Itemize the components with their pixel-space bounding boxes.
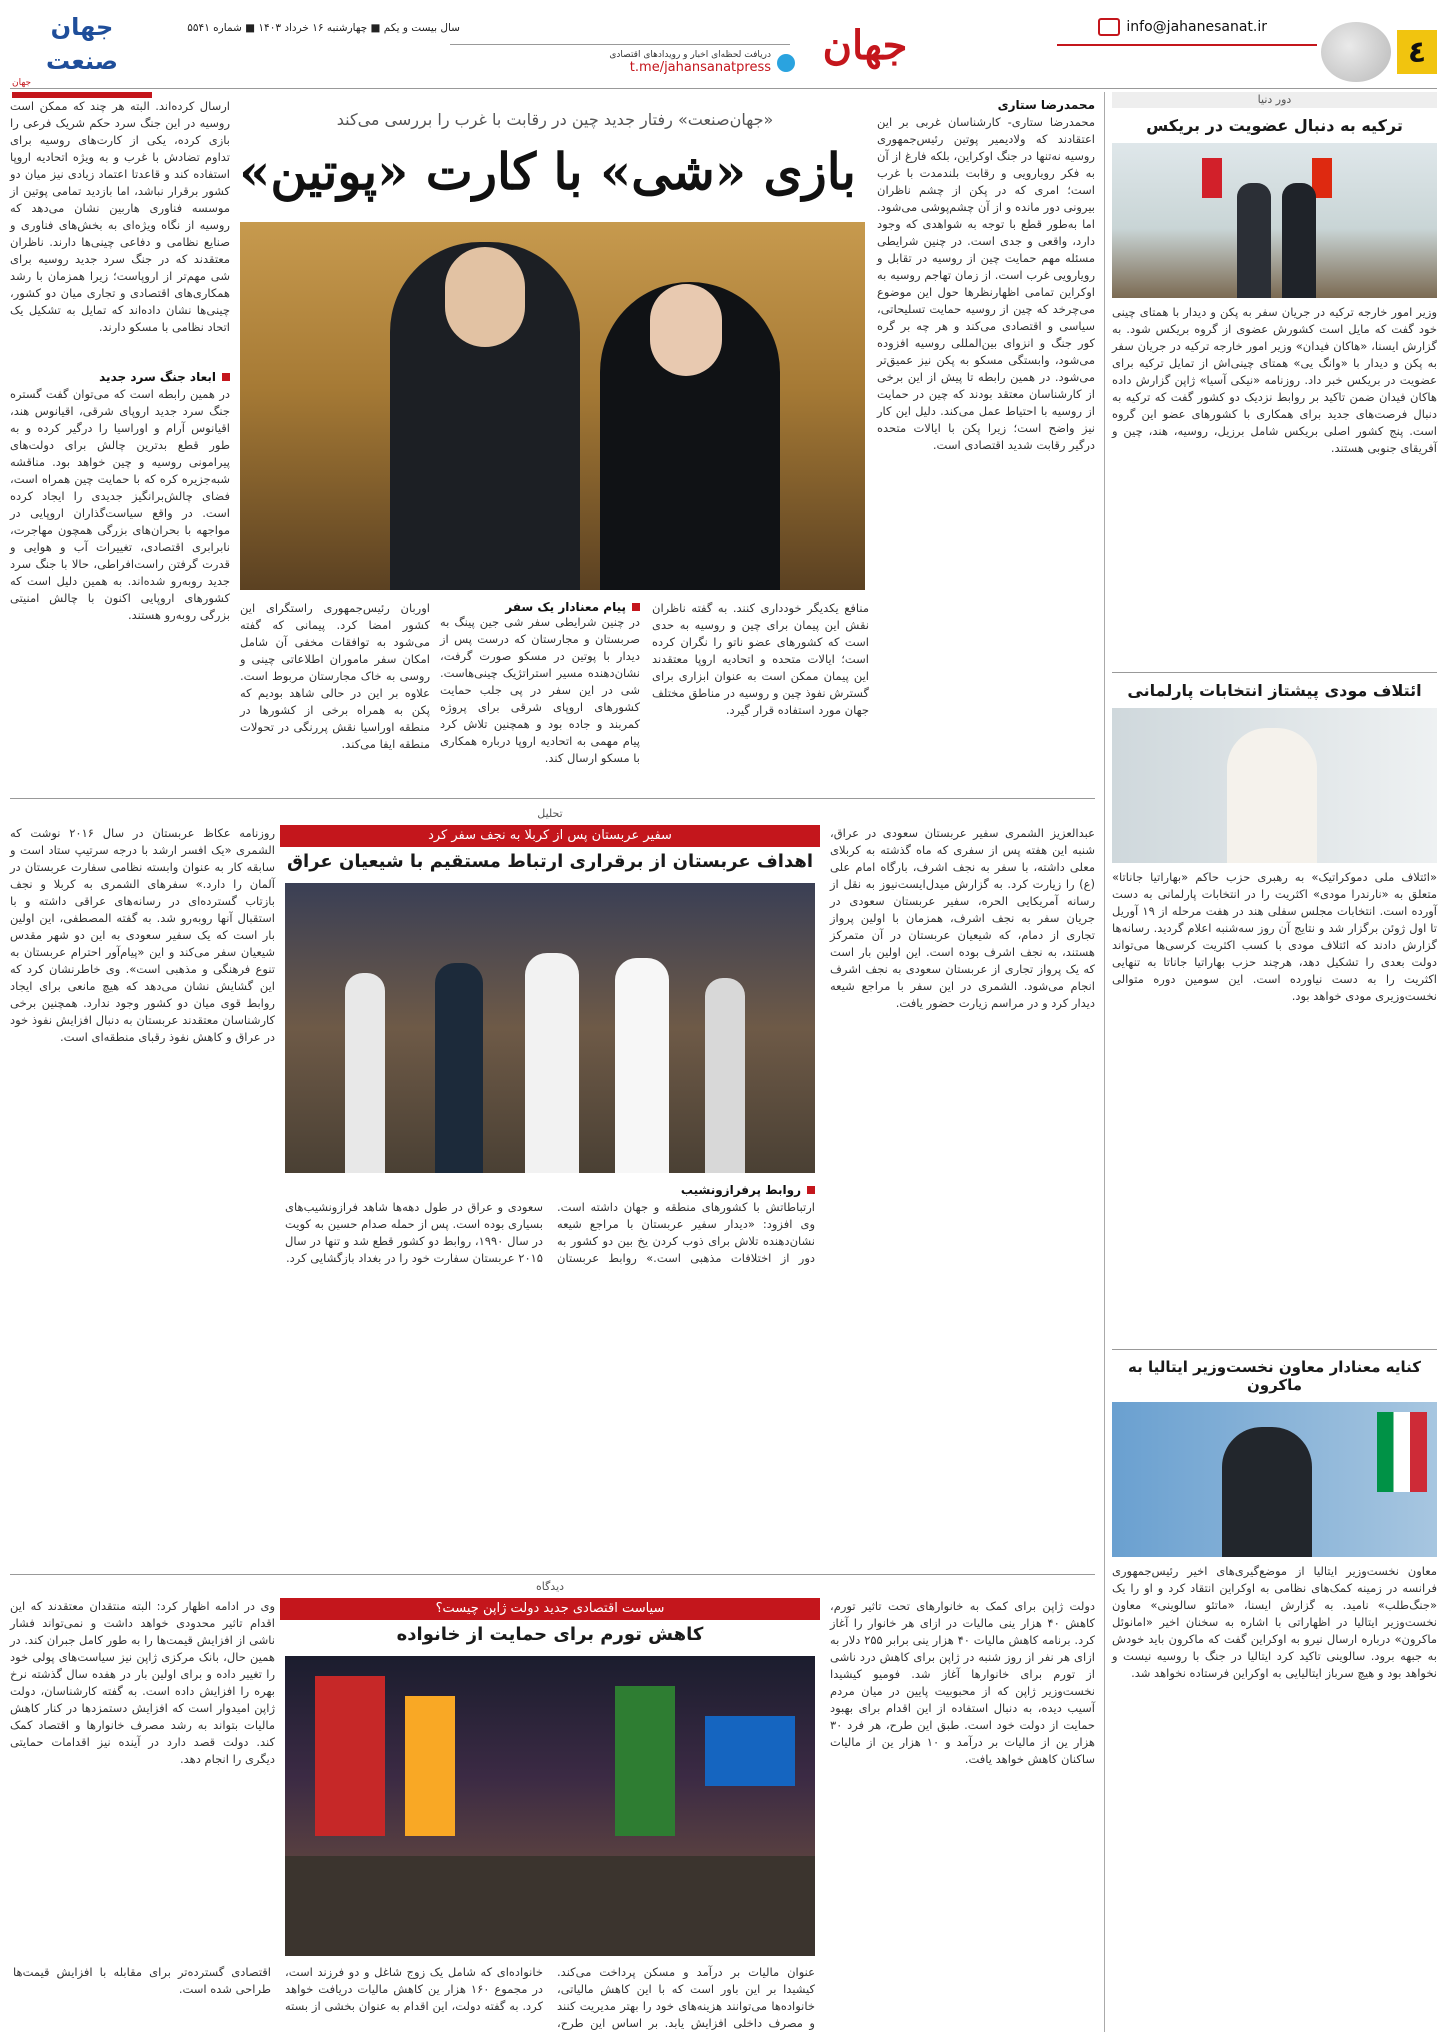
modi-figure: [1227, 728, 1317, 863]
header: [0, 0, 1447, 88]
iraq-story-bottom-rule: [10, 1574, 1095, 1575]
neon-sign-2: [405, 1696, 455, 1836]
telegram-text: دریافت لحظه‌ای اخبار و رویدادهای اقتصادی: [609, 50, 771, 60]
japan-kicker: دیدگاه: [535, 1580, 565, 1593]
turkey-text: وزیر امور خارجه ترکیه در جریان سفر به پکن و دیدار با همتای چینی خود گفت که مایل است کشورش عضوی از گروه بریکس شود. به گزارش ایسنا، «هاکان فیدان» وزیر امور خارجه ترکیه در جریان سفر به پکن و دیدار با «وانگ یی» همتای چینی‌اش از تمایل ترکیه برای عضویت در بریکس خبر داد. روزنامه «نیکی آسیا» ژاپن گزارش داده هاکان فیدان ضمن تاکید بر روابط نزدیک دو کشور گفت که ترکیه به دنبال فرصت‌های جدید برای همکاری با کشورهای عضو این گروه است. پنج کشور اصلی بریکس شامل برزیل، روسیه، هند، چین و آفریقای جنوبی هستند.: [1112, 305, 1437, 455]
crowd-figure-5: [705, 978, 745, 1173]
neon-sign-1: [315, 1676, 385, 1836]
page-number-badge: [1397, 30, 1437, 74]
main-col2-subtitle: [10, 370, 230, 384]
iraq-text-left: روزنامه عکاظ عربستان در سال ۲۰۱۶ نوشت که الشمری «یک افسر ارشد با درجه سرتیپ ستاد است و سابقه کار به عنوان وابسته نظامی سفارت عربستان در آلمان را دارد.» سفرهای الشمری به کربلا و نجف بازتاب گسترده‌ای در رسانه‌های عراقی داشته و با استقبال آنها روبه‌رو شد. به گفته المصطفی، این اولین بار است که یک سفیر سعودی به این دو شهر مقدس شیعیان سفر می‌کند و این «پیام‌آور احترام عربستان به تنوع فرهنگی و مذهبی است». وی خاطرنشان کرد که این گشایش نشان می‌دهد که هیچ مانعی برای ایجاد روابط قوی میان دو کشور وجود ندارد. همچنین برخی کارشناسان معتقدند عربستان به دنبال افزایش نفوذ خود در عراق و کاهش نفوذ رقبای منطقه‌ای است.: [10, 826, 275, 1044]
salvini-text: معاون نخست‌وزیر ایتالیا از موضع‌گیری‌های اخیر رئیس‌جمهوری فرانسه در زمینه کمک‌های نظامی به اوکراین انتقاد کرد و او را یک «جنگ‌طلب» نامید. به گزارش ایسنا، «ماتئو سالوینی» معاون نخست‌وزیر ایتالیا در اظهاراتی با اشاره به سخنان اخیر «امانوئل ماکرون» درباره ارسال نیرو به اوکراین گفت که ماکرون باید خودش به جبهه برود. سالوینی تاکید کرد ایتالیا در جنگ با روسیه نیست و نخواهد بود و هیچ سرباز ایتالیایی به اوکراین فرستاده نخواهد شد.: [1112, 1564, 1437, 1680]
main-story: [10, 92, 1095, 792]
flag-italy: [1377, 1412, 1427, 1492]
person-right: [1282, 183, 1316, 298]
world-kicker: دور دنیا: [1112, 92, 1437, 108]
modi-text: «ائتلاف ملی دموکراتیک» به رهبری حزب حاکم «بهاراتیا جاناتا» متعلق به «نارندرا مودی» اکثریت را در انتخابات پارلمانی به دست آورده است. انتخابات مجلس سفلی هند در هفت مرحله از ۱۹ آوریل تا اول ژوئن برگزار شد و نتایج آن روز سه‌شنبه اعلام گردید. رسانه‌ها گزارش دادند که ائتلاف مودی با کسب اکثریت کرسی‌ها می‌تواند دولت بعدی را تشکیل دهد، هرچند حزب بهاراتیا جاناتا به تنهایی اکثریت را به دست نیاورده است. این سومین دوره متوالی نخست‌وزیری مودی خواهد بود.: [1112, 870, 1437, 1003]
japan-text-mid: عنوان مالیات بر درآمد و مسکن پرداخت می‌کند. کیشیدا بر این باور است که با این کاهش مالیاتی، خانواده‌ها می‌توانند هزینه‌های خود را بهتر مدیریت کنند و مصرف داخلی افزایش یابد. بر اساس این طرح، خانواده‌ای که شامل یک زوج شاغل و دو فرزند است، در مجموع ۱۶۰ هزار ین کاهش مالیات دریافت خواهد کرد. به گفته دولت، این اقدام به عنوان بخشی از بسته اقتصادی گسترده‌تر برای مقابله با افزایش قیمت‌ها طراحی شده است.: [13, 1965, 815, 2030]
world-column: [1112, 92, 1437, 2032]
email-address[interactable]: info@jahanesanat.ir: [1126, 19, 1267, 35]
neon-sign-3: [615, 1686, 675, 1836]
subtitle-bullet: [632, 603, 640, 611]
xi-face: [445, 247, 525, 347]
salvini-photo: [1112, 1402, 1437, 1557]
page-number: ٤: [1407, 34, 1427, 70]
main-col2-subtitle-text: ابعاد جنگ سرد جدید: [99, 370, 216, 384]
main-col2: [10, 98, 230, 786]
iraq-mid: [285, 1183, 815, 1559]
flag-turkey: [1202, 158, 1222, 198]
iraq-story: [10, 805, 1095, 1570]
neon-sign-4: [705, 1716, 795, 1786]
email-block[interactable]: [1098, 18, 1267, 36]
japan-photo: [285, 1656, 815, 1956]
main-col4-text: در چنین شرایطی سفر شی جین پینگ به صربستان و مجارستان که درست پس از دیدار با پوتین در مسکو صورت گرفت، نشان‌دهنده مسیر استراتژیک چینی‌هاست. شی در این سفر در پی جلب حمایت کشورهای اروپای شرقی برای پروژه کمربند و جاده بود و همچنین تلاش کرد پیام مهمی به اتحادیه اروپا درباره همکاری با مسکو ارسال کند.: [440, 615, 640, 765]
main-col2-text2: در همین رابطه است که می‌توان گفت گستره جنگ سرد جدید اروپای شرقی، اقیانوس هند، اقیانوس آرام و اوراسیا را درگیر کرده و به طور قطع بدترین چالش برای دولت‌های پیرامونی روسیه و چین خواهد بود. مناقشه شبه‌جزیره کره که با حمایت چین همراه است، فضای چالش‌برانگیز جدیدی را ایجاد کرده است. در واقع سیاست‌گذاران اروپایی در مواجهه با بحران‌های بزرگی همچون مهاجرت، نابرابری اقتصادی، تغییرات آب و هوایی و قدرت گرفتن راست‌افراطی، حالا با جنگ سرد جدید روبه‌رو شده‌اند. به همین دلیل است که کشورهای اروپایی اکنون با چالش امنیتی بزرگی روبه‌رو هستند.: [10, 387, 230, 622]
newspaper-logo: [12, 10, 152, 88]
crowd-figure-2: [435, 963, 483, 1173]
main-col2-text: ارسال کرده‌اند. البته هر چند که ممکن است روسیه در این جنگ سرد حکم شریک فرعی را بازی کرده، یکی از کارت‌های روسیه برای تداوم تضادش با غرب و به ویژه اتحادیه اروپا استفاده کند و قاعدتا اعتماد زیادی نیز میان دو کشور برقرار نباشد، اما بازدید تمامی پوتین از موسسه فناوری هاربین نشان می‌دهد که روسیه از نگاه ویژه‌ای به بخش‌های فناوری و صنایع نظامی و دفاعی چینی‌ها دارند. ناظران معتقدند که در جنگ سرد جدید روسیه برای شی مهم‌تر از اروپاست؛ زیرا همزمان با رشد همکاری‌های اقتصادی و تجاری میان دو کشور، چینی‌ها نشان داده‌اند که تمایل به تشکیل یک اتحاد نظامی با مسکو دارند.: [10, 99, 230, 334]
main-author: محمدرضا ستاری: [997, 98, 1095, 112]
section-logo: جهان: [822, 22, 908, 69]
japan-headline[interactable]: کاهش تورم برای حمایت از خانواده: [396, 1624, 704, 1645]
newspaper-logo-text: جهان صنعت: [46, 13, 118, 75]
main-col4-subtitle: [440, 600, 640, 614]
main-story-bottom-rule: [10, 798, 1095, 799]
putin-face: [650, 284, 722, 376]
subtitle-bullet: [807, 1186, 815, 1194]
iraq-headline[interactable]: اهداف عربستان از برقراری ارتباط مستقیم با شیعیان عراق: [286, 851, 814, 872]
salvini-headline[interactable]: کنایه معنادار معاون نخست‌وزیر ایتالیا به ماکرون: [1112, 1349, 1437, 1394]
header-divider-mid: [450, 44, 790, 45]
main-kicker: «جهان‌صنعت» رفتار جدید چین در رقابت با غرب را بررسی می‌کند: [336, 110, 774, 129]
iraq-subtitle-text: روابط پرفرازونشیب: [680, 1183, 801, 1197]
iraq-kicker: تحلیل: [537, 807, 563, 820]
main-col3-text: منافع یکدیگر خودداری کنند. به گفته ناظران نقش این پیمان برای چین و روسیه به حدی است که کشورهای عضو ناتو را نگران کرده است؛ ایالات متحده و اتحادیه اروپا معتقدند این پیمان ممکن است به عنوان ابزاری برای گسترش نفوذ چین و روسیه در مناطق مختلف جهان مورد استفاده قرار گیرد.: [652, 601, 869, 717]
crowd-figure-1: [345, 973, 385, 1173]
telegram-handle[interactable]: t.me/jahansanatpress: [629, 60, 771, 75]
main-col5-text: اوربان رئیس‌جمهوری راستگرای این کشور امضا کرد. پیمانی که گفته می‌شود به توافقات مخفی آن شامل امکان سفر ماموران اطلاعاتی چینی و روسی به خاک مجارستان مربوط است. علاوه بر این در حالی شاهد بودیم که پکن به همراه برخی از کشورها در منطقه اوراسیا نقش پررنگی در تحولات منطقه ایفا می‌کند.: [240, 601, 430, 751]
issue-info: سال بیست و یکم ■ چهارشنبه ۱۶ خرداد ۱۴۰۳ ■ شماره ۵۵۴۱: [187, 22, 460, 34]
telegram-icon: [777, 54, 795, 72]
newspaper-logo-sub: جهان: [12, 78, 32, 88]
header-divider-right: [1057, 44, 1317, 46]
person-left: [1237, 183, 1271, 298]
japan-story: [10, 1580, 1095, 2035]
crowd-figure-4: [615, 958, 669, 1173]
globe-icon: [1321, 22, 1391, 82]
main-col1-text: محمدرضا ستاری- کارشناسان غربی بر این اعتقادند که ولادیمیر پوتین رئیس‌جمهوری روسیه نه‌تنها در جنگ اوکراین، بلکه فارغ از آن به فکر رویارویی و رقابت بلندمدت با غرب است؛ امری که در پکن از چشم ناظران بیرونی دور مانده و از آن چشم‌پوشی می‌شود. اما به‌طور قطع با توجه به شواهدی که وجود دارد، واقعی و جدی است. در چنین شرایطی مسئله مهم حمایت چین از روسیه در تقابل و رویارویی غرب است. از زمان تهاجم روسیه به اوکراین تمامی اظهارنظرها حول این موضوع می‌چرخد که چین از روسیه حمایت تسلیحاتی، سیاسی و اقتصادی می‌کند و هر چه بر گره کور جنگ و انزوای بین‌المللی روسیه افزوده می‌شود، وابستگی مسکو به پکن نیز عمیق‌تر می‌شود. در همین رابطه تا پیش از این برخی از کارشناسان معتقد بودند که چین در حمایت از روسیه با احتیاط عمل می‌کند. دلیل این کار نیز واضح است؛ زیرا پکن با ایالات متحده درگیر رقابت شدید اقتصادی است.: [877, 115, 1095, 452]
salvini-figure: [1222, 1427, 1312, 1557]
iraq-text-right: عبدالعزیز الشمری سفیر عربستان سعودی در عراق، شنبه این هفته پس از سفری که ماه گذشته به کربلای معلی داشته، با سفر به نجف اشرف، بارگاه امام علی (ع) را زیارت کرد. به گزارش میدل‌ایست‌نیوز به نقل از رسانه آمریکایی الحره، سفیر عربستان سعودی در جریان سفر به نجف اشرف، همزمان با اولین پرواز تجاری از دمام، که شیعیان عربستان در آن متمرکز هستند، به نجف اشرف بوده است. این اولین بار است که یک پرواز تجاری از عربستان سعودی به نجف اشرف انجام می‌شود. الشمری در این سفر با مراجع شیعه دیدار کرد و در مراسم زیارت حضور یافت.: [830, 826, 1095, 1010]
crowd-figure-3: [525, 953, 579, 1173]
subtitle-bullet: [222, 373, 230, 381]
street-crowd: [285, 1856, 815, 1956]
iraq-text-mid: ارتباطاتش با کشورهای منطقه و جهان داشته است. وی افزود: «دیدار سفیر عربستان با مراجع شیعه نشان‌دهنده تلاش برای ذوب کردن یخ بین دو کشور به دور از اختلافات مذهبی است.» روابط عربستان سعودی و عراق در طول دهه‌ها شاهد فرازونشیب‌های بسیاری بوده است. پس از حمله صدام حسین به کویت در سال ۱۹۹۰، روابط دو کشور قطع شد و تنها در سال ۲۰۱۵ عربستان سفارت خود را در بغداد بازگشایی کرد.: [285, 1200, 815, 1265]
iraq-subtitle: [285, 1183, 815, 1197]
main-headline[interactable]: بازی «شی» با کارت «پوتین»: [239, 142, 856, 201]
telegram-block[interactable]: [455, 50, 795, 75]
main-photo-xi-putin: [240, 222, 865, 590]
iraq-photo: [285, 883, 815, 1173]
iraq-red-bar: سفیر عربستان پس از کربلا به نجف سفر کرد: [280, 825, 820, 847]
column-divider: [1104, 92, 1105, 2032]
japan-text-left: وی در ادامه اظهار کرد: البته منتقدان معتقدند که این اقدام تاثیر محدودی خواهد داشت و نمی‌تواند فشار ناشی از افزایش قیمت‌ها را به طور کامل جبران کند. در همین حال، بانک مرکزی ژاپن نیز سیاست‌های پولی خود را تغییر داده و برای اولین بار در هفده سال گذشته نرخ بهره را افزایش داده است. به گفته کارشناسان، دولت ژاپن امیدوار است که افزایش دستمزدها در کنار کاهش مالیات بتواند به رشد مصرف خانوارها و اقتصاد کمک کند. دولت قصد دارد در آینده نیز اقدامات حمایتی دیگری را انجام دهد.: [10, 1599, 275, 1766]
main-col4-subtitle-text: پیام معنادار یک سفر: [505, 600, 626, 614]
japan-red-bar: سیاست اقتصادی جدید دولت ژاپن چیست؟: [280, 1598, 820, 1620]
modi-headline[interactable]: ائتلاف مودی پیشتاز انتخابات پارلمانی: [1112, 672, 1437, 700]
japan-text-right: دولت ژاپن برای کمک به خانوارهای تحت تاثیر تورم، کاهش ۴۰ هزار ینی مالیات در ازای هر خانوار را آغاز کرد. برنامه کاهش مالیات ۴۰ هزار ینی برابر ۲۵۵ دلار به ازای هر نفر از روز شنبه در ژاپن برای کاهش درد ناشی از تورم برای خانوارها آغاز شد. فومیو کیشیدا نخست‌وزیر ژاپن که از محبوبیت پایین در میان مردم آسیب دیده، به دنبال استفاده از این اقدام برای بهبود حمایت از دولت خود است. طبق این طرح، هر فرد ۳۰ هزار ین از مالیات بر درآمد و ۱۰ هزار ین از مالیات ساکنان کاهش خواهد یافت.: [830, 1599, 1096, 1766]
turkey-headline[interactable]: ترکیه به دنبال عضویت در بریکس: [1146, 116, 1403, 135]
main-col1: [877, 98, 1095, 614]
main-col4: [440, 600, 640, 779]
header-bottom-rule: [10, 88, 1437, 89]
email-icon: [1098, 18, 1120, 36]
turkey-photo: [1112, 143, 1437, 298]
modi-photo: [1112, 708, 1437, 863]
